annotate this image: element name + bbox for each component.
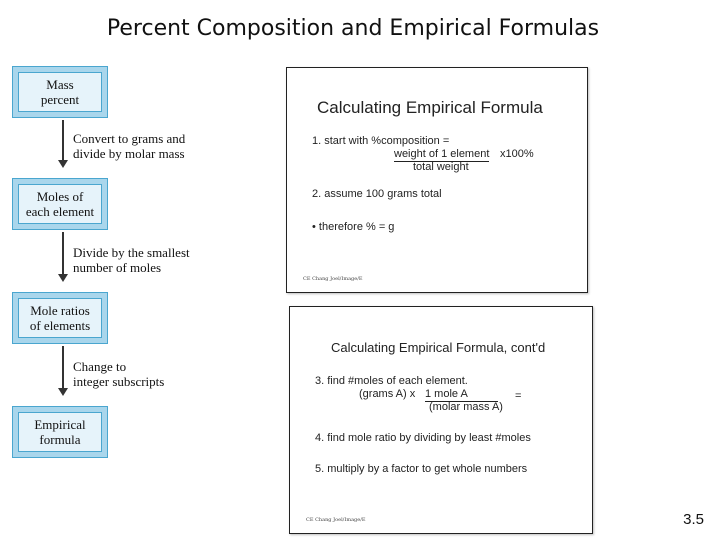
- step-label-convert: Convert to grams and divide by molar mass: [73, 131, 186, 161]
- slide-title: Calculating Empirical Formula, cont'd: [331, 340, 546, 355]
- page-title: Percent Composition and Empirical Formulas: [106, 16, 600, 41]
- grams-a-times: (grams A) x: [359, 388, 416, 400]
- down-arrow-icon: [58, 346, 68, 396]
- fraction-numerator: 1 mole A: [425, 388, 498, 402]
- slide-line-4: 4. find mole ratio by dividing by least #moles: [315, 432, 531, 444]
- slide-thumbnail-1: [286, 67, 588, 293]
- fraction-denominator: (molar mass A): [429, 401, 503, 413]
- slide-title: Calculating Empirical Formula: [317, 98, 543, 117]
- slide-credit: CE Chang Joel/Image/E: [306, 517, 366, 523]
- down-arrow-icon: [58, 120, 68, 168]
- page-number: 3.5: [683, 511, 704, 528]
- flow-box-mole-ratios: [12, 292, 108, 344]
- slide-line-2: 2. assume 100 grams total: [312, 188, 442, 200]
- flow-box-label: Mass percent: [18, 72, 102, 112]
- slide-credit: CE Chang Joel/Image/E: [303, 276, 363, 282]
- flow-box-empirical-formula: [12, 406, 108, 458]
- down-arrow-icon: [58, 232, 68, 282]
- slide-line-1: 1. start with %composition =: [312, 135, 450, 147]
- flow-box-mass-percent: [12, 66, 108, 118]
- step-label-change: Change to integer subscripts: [73, 359, 165, 389]
- equals-sign: =: [515, 390, 522, 402]
- fraction-denominator: total weight: [413, 161, 469, 173]
- flow-box-moles: [12, 178, 108, 230]
- step-label-divide: Divide by the smallest number of moles: [73, 245, 190, 275]
- slide-line-5: 5. multiply by a factor to get whole numbers: [315, 463, 528, 475]
- slide-line-3: • therefore % = g: [312, 221, 395, 233]
- slide-thumbnail-2: [289, 306, 593, 534]
- fraction-numerator: weight of 1 element: [394, 148, 490, 160]
- flow-box-label: Mole ratios of elements: [18, 298, 102, 338]
- slide-line-3: 3. find #moles of each element.: [315, 375, 468, 387]
- flow-box-label: Moles of each element: [18, 184, 102, 224]
- flow-box-label: Empirical formula: [18, 412, 102, 452]
- times-100-percent: x100%: [500, 148, 534, 160]
